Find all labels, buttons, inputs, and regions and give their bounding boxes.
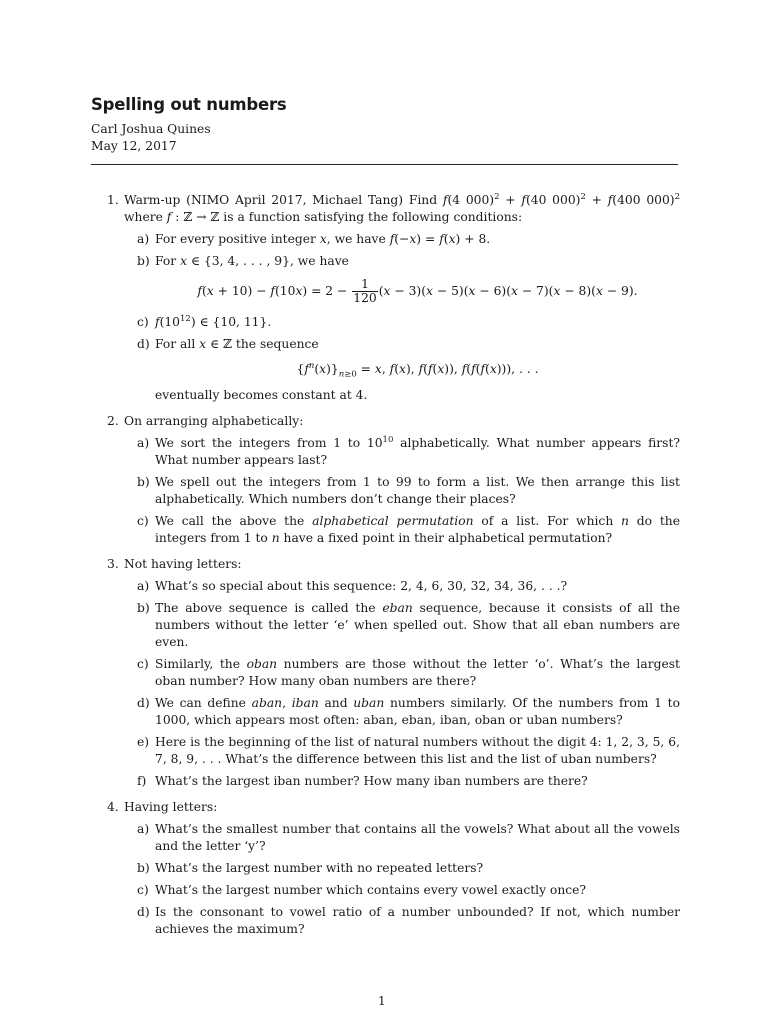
subproblem-text: Similarly, the oban numbers are those without the letter ‘o’. What’s the largest oban number? How many oban numbers are there?	[155, 657, 680, 688]
subproblem-text: We sort the integers from 1 to $10^{10}$ alphabetically. What number appears first? What number appears last?	[155, 434, 680, 467]
subproblem-label: b)	[137, 601, 150, 615]
subproblem-text: For every positive integer x, we have f(−x) = f(x) + 8.	[155, 232, 491, 246]
subproblem-label: c)	[137, 514, 149, 528]
subproblem-text: The above sequence is called the eban sequence, because it consists of all the numbers without the letter ‘e’ when spelled out. Show that all eban numbers are even.	[155, 601, 680, 649]
problem-number: 1.	[107, 193, 119, 207]
subproblem-label: c)	[137, 315, 149, 329]
subproblem-label: c)	[137, 657, 149, 671]
subproblem	[124, 435, 680, 469]
subproblem	[124, 734, 680, 768]
problem	[107, 413, 680, 547]
subproblem-text: Here is the beginning of the list of natural numbers without the digit 4: 1, 2, 3, 5, 6, 7, 8, 9, . . . What’s the difference between this list and the list of uban numbers?	[155, 735, 680, 766]
subproblem-list	[124, 435, 680, 547]
subproblem-text: We spell out the integers from 1 to 99 to form a list. We then arrange this list alphabetically. Which numbers don’t change their places?	[155, 475, 680, 506]
subproblem-text: $f(10^{12})$ ∈ {10, 11}.	[155, 313, 272, 329]
subproblem	[124, 821, 680, 855]
subproblem-label: a)	[137, 822, 150, 836]
subproblem	[124, 695, 680, 729]
subproblem-label: f)	[137, 774, 147, 788]
subproblem-text: For all x ∈ ℤ the sequence	[155, 337, 319, 351]
subproblem	[124, 336, 680, 404]
subproblem	[124, 474, 680, 508]
subproblem-label: a)	[137, 436, 150, 450]
document-title: Spelling out numbers	[91, 95, 287, 114]
problem-statement: Having letters:	[124, 800, 218, 814]
problem	[107, 799, 680, 938]
subproblem	[124, 600, 680, 651]
subproblem-label: b)	[137, 475, 150, 489]
subproblem-label: d)	[137, 337, 150, 351]
subproblem-list	[124, 821, 680, 938]
problem-statement: Not having letters:	[124, 557, 242, 571]
problem	[107, 192, 680, 404]
subproblem	[124, 860, 680, 877]
subproblem	[124, 882, 680, 899]
subproblem-label: a)	[137, 232, 150, 246]
subproblem	[124, 231, 680, 248]
subproblem-label: d)	[137, 696, 150, 710]
subproblem-text: What’s the largest iban number? How many iban numbers are there?	[155, 774, 588, 788]
display-equation: f(x + 10) − f(10x) = 2 − $\frac{1}{120}$ (x − 3)(x − 5)(x − 6)(x − 7)(x − 8)(x − 9).	[197, 277, 638, 305]
subproblem	[124, 773, 680, 790]
subproblem-label: d)	[137, 905, 150, 919]
subproblem-text: What’s the largest number which contains every vowel exactly once?	[155, 883, 587, 897]
subproblem	[124, 656, 680, 690]
document-author: Carl Joshua Quines	[91, 122, 211, 136]
subproblem-label: b)	[137, 861, 150, 875]
subproblem	[124, 253, 680, 305]
subproblem-continuation: eventually becomes constant at 4.	[155, 388, 368, 402]
subproblem-list	[124, 231, 680, 404]
subproblem-text: We can define aban, iban and uban numbers similarly. Of the numbers from 1 to 1000, which appears most often: aban, eban, iban, oban or uban numbers?	[155, 696, 680, 727]
subproblem-list	[124, 578, 680, 790]
subproblem-label: a)	[137, 579, 150, 593]
display-equation: $\{f^n(x)\}_{n\ge 0} = x$, f(x), f(f(x)), f(f(f(x))), . . .	[296, 360, 539, 380]
subproblem-text: What’s so special about this sequence: 2, 4, 6, 30, 32, 34, 36, . . .?	[155, 579, 568, 593]
problem-statement: On arranging alphabetically:	[124, 414, 304, 428]
subproblem	[124, 314, 680, 331]
problem	[107, 556, 680, 790]
subproblem-text: Is the consonant to vowel ratio of a number unbounded? If not, which number achieves the maximum?	[155, 905, 680, 936]
problem-list	[107, 192, 680, 947]
subproblem-text: For x ∈ {3, 4, . . . , 9}, we have	[155, 254, 349, 268]
page-number: 1	[378, 994, 386, 1008]
problem-number: 3.	[107, 557, 119, 571]
subproblem	[124, 578, 680, 595]
subproblem	[124, 513, 680, 547]
title-rule	[91, 164, 678, 165]
subproblem-text: What’s the smallest number that contains all the vowels? What about all the vowels and the letter ‘y’?	[155, 822, 680, 853]
subproblem	[124, 904, 680, 938]
subproblem-text: What’s the largest number with no repeated letters?	[155, 861, 484, 875]
problem-number: 4.	[107, 800, 119, 814]
problem-number: 2.	[107, 414, 119, 428]
document-date: May 12, 2017	[91, 139, 177, 153]
problem-statement: Warm-up (NIMO April 2017, Michael Tang) Find f(4 000)$^2$ + f(40 000)$^2$ + f(400 000)$^2$ where f : ℤ → ℤ is a function satisfying the following conditions:	[124, 191, 681, 224]
subproblem-label: c)	[137, 883, 149, 897]
subproblem-label: e)	[137, 735, 150, 749]
subproblem-text: We call the above the alphabetical permutation of a list. For which n do the integers from 1 to n have a fixed point in their alphabetical permutation?	[155, 514, 680, 545]
subproblem-label: b)	[137, 254, 150, 268]
